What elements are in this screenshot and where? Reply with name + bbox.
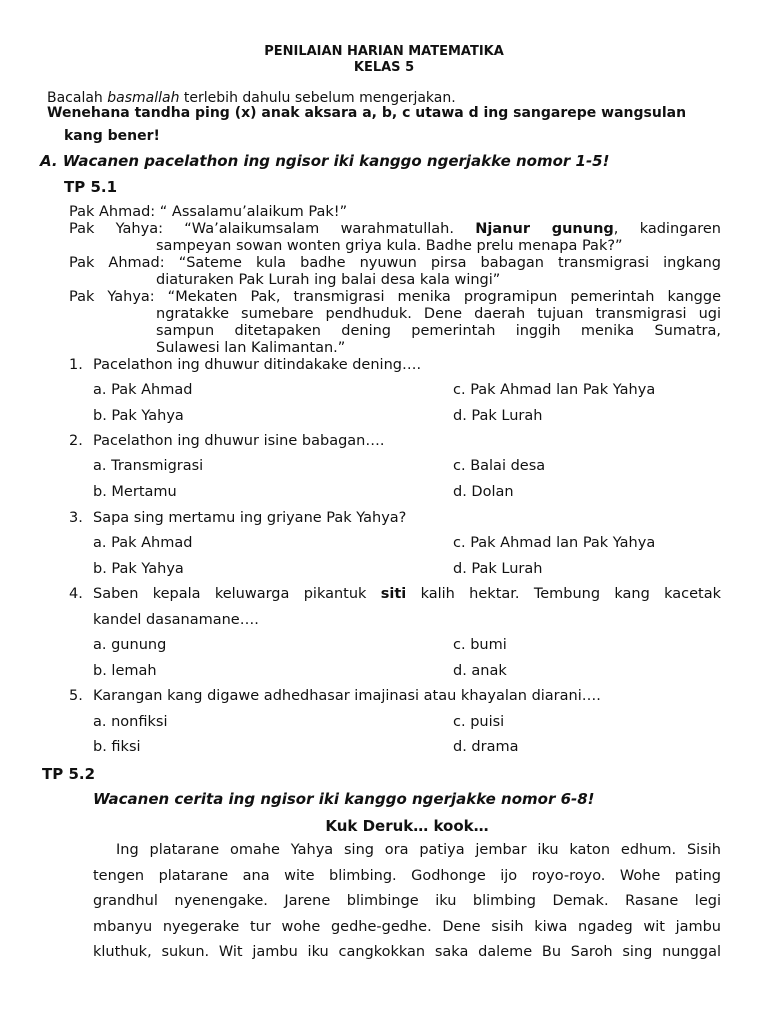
dialog-line-cont: Sulawesi lan Kalimantan.” [156, 340, 346, 356]
story-title: Kuk Deruk… kook… [325, 817, 489, 835]
option-a[interactable]: a. Transmigrasi [93, 458, 204, 474]
story-line: Ing platarane omahe Yahya sing ora patiya jembar iku katon edhum. Sisih [116, 842, 721, 858]
option-c[interactable]: c. bumi [453, 637, 507, 653]
intro-text: terlebih dahulu sebelum mengerjakan. [179, 90, 456, 106]
question-number: 3. [69, 510, 83, 526]
story-line: grandhul nyenengake. Jarene blimbinge iku blimbing Demak. Rasane legi [93, 893, 721, 909]
option-b[interactable]: b. lemah [93, 663, 157, 679]
option-a[interactable]: a. gunung [93, 637, 167, 653]
page-title: PENILAIAN HARIAN MATEMATIKA [264, 44, 504, 59]
question-number: 4. [69, 586, 83, 602]
option-b[interactable]: b. Mertamu [93, 484, 177, 500]
option-a[interactable]: a. Pak Ahmad [93, 382, 193, 398]
intro-emphasis: basmallah [107, 90, 180, 106]
question-text: Pacelathon ing dhuwur isine babagan…. [93, 433, 385, 449]
dialog-line-cont: sampeyan sowan wonten griya kula. Badhe prelu menapa Pak?” [156, 238, 623, 254]
question-number: 1. [69, 357, 83, 373]
story-line: kluthuk, sukun. Wit jambu iku cangkokkan saka daleme Bu Saroh sing nunggal [93, 944, 721, 960]
question-text: Pacelathon ing dhuwur ditindakake dening…. [93, 357, 422, 373]
option-c[interactable]: c. Balai desa [453, 458, 546, 474]
page-subtitle: KELAS 5 [353, 60, 415, 75]
question-text: Karangan kang digawe adhedhasar imajinasi atau khayalan diarani…. [93, 688, 601, 704]
question-text-part: Saben kepala keluwarga pikantuk [93, 586, 381, 602]
story-line: mbanyu nyegerake tur wohe gedhe-gedhe. Dene sisih kiwa ngadeg wit jambu [93, 919, 721, 935]
option-b[interactable]: b. Pak Yahya [93, 561, 184, 577]
instruction-text: Wenehana tandha ping (x) anak aksara a, b, c utawa d ing sangarepe wangsulan [47, 105, 687, 121]
tp-label: TP 5.1 [64, 178, 118, 196]
section-a-heading: A. Wacanen pacelathon ing ngisor iki kanggo ngerjakke nomor 1-5! [40, 152, 610, 170]
dialog-line-cont: sampun ditetapaken dening pemerintah inggih menika Sumatra, [156, 323, 721, 339]
question-emphasis: siti [380, 586, 407, 602]
dialog-line: Pak Ahmad: “Sateme kula badhe nyuwun pirsa babagan transmigrasi ingkang [69, 255, 721, 271]
option-b[interactable]: b. fiksi [93, 739, 141, 755]
dialog-line: Pak Ahmad: “ Assalamu’alaikum Pak!” [69, 204, 348, 220]
dialog-line-cont: ngratakke sumebare pendhuduk. Dene daerah tujuan transmigrasi ugi [156, 306, 721, 322]
dialog-line [69, 221, 721, 237]
option-d[interactable]: d. anak [453, 663, 507, 679]
question-number: 2. [69, 433, 83, 449]
intro-line [47, 90, 456, 106]
option-b[interactable]: b. Pak Yahya [93, 408, 184, 424]
option-a[interactable]: a. Pak Ahmad [93, 535, 193, 551]
dialog-line: Pak Yahya: “Mekaten Pak, transmigrasi menika programipun pemerintah kangge [69, 289, 721, 305]
dialog-line-cont: diaturaken Pak Lurah ing balai desa kala wingi” [156, 272, 501, 288]
dialog-emphasis: Njanur gunung [475, 221, 614, 237]
option-d[interactable]: d. drama [453, 739, 519, 755]
question-text-cont: kandel dasanamane…. [93, 612, 259, 628]
dialog-text: Pak Yahya: “Wa’alaikumsalam warahmatullah. [69, 221, 476, 237]
option-d[interactable]: d. Pak Lurah [453, 408, 543, 424]
option-a[interactable]: a. nonfiksi [93, 714, 168, 730]
story-line: tengen platarane ana wite blimbing. Godhonge ijo royo-royo. Wohe pating [93, 868, 721, 884]
tp-label: TP 5.2 [42, 765, 96, 783]
option-c[interactable]: c. Pak Ahmad lan Pak Yahya [453, 382, 656, 398]
dialog-text: , kadingaren [613, 221, 721, 237]
question-number: 5. [69, 688, 83, 704]
instruction-text-cont: kang bener! [64, 128, 160, 144]
intro-text: Bacalah [47, 90, 108, 106]
section-b-heading: Wacanen cerita ing ngisor iki kanggo ngerjakke nomor 6-8! [93, 790, 595, 808]
question-text: Sapa sing mertamu ing griyane Pak Yahya? [93, 510, 407, 526]
option-c[interactable]: c. puisi [453, 714, 505, 730]
option-d[interactable]: d. Pak Lurah [453, 561, 543, 577]
option-d[interactable]: d. Dolan [453, 484, 514, 500]
question-text-part: kalih hektar. Tembung kang kacetak [406, 586, 721, 602]
question-text [93, 586, 721, 602]
option-c[interactable]: c. Pak Ahmad lan Pak Yahya [453, 535, 656, 551]
